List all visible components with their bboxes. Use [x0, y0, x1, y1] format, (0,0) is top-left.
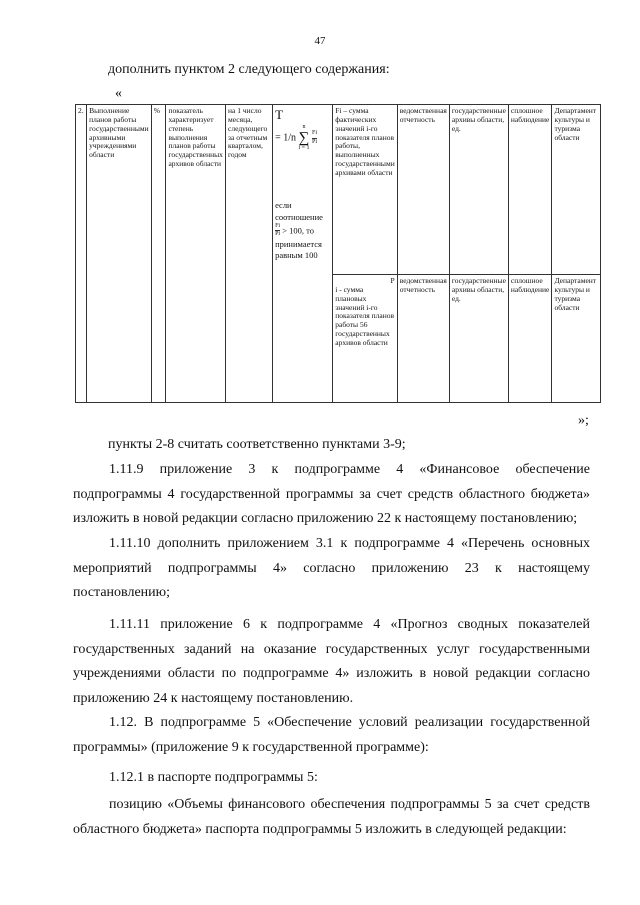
paragraph-1-11-9: 1.11.9 приложение 3 к подпрограмме 4 «Финансовое обеспечение подпрограммы 4 государственной программы за счет средств областного бюджета» изложить в новой редакции согласно приложению 22 к настоящему постановлению; [73, 462, 590, 526]
variable-text: i - сумма плановых значений i-го показателя планов работы 56 государственных архивов области [335, 284, 395, 347]
observation-unit: государственные архивы области, ед. [449, 105, 508, 275]
formula-fraction [312, 130, 317, 147]
paragraph-1-11-11: 1.11.11 приложение 6 к подпрограмме 4 «Прогноз сводных показателей государственных заданий на оказание государственных услуг государственными учреждениями области по подпрограмме 4» изложить в новой редакции согласно приложению 24 к настоящему постановлению. [73, 617, 590, 706]
variable-definition: Fi – сумма фактических значений i-го показателя планов работы, выполненных государственными архивами области [333, 105, 397, 275]
data-source: ведомственная отчетность [397, 105, 449, 275]
indicator-name: Выполнение планов работы государственными архивными учреждениями области [87, 105, 152, 403]
paragraph-renumber: пункты 2-8 считать соответственно пунктами 3-9; [108, 437, 406, 452]
row-number: 2. [76, 105, 87, 403]
reporting-period: на 1 число месяца, следующего за отчетным кварталом, годом [226, 105, 273, 403]
paragraph-1-12: 1.12. В подпрограмме 5 «Обеспечение условий реализации государственной программы» (приложение 9 к государственной программе): [73, 715, 590, 755]
sigma-icon: ∑ [298, 129, 310, 146]
formula-main: = 1/n [275, 132, 296, 144]
sum-lower: i = 1 [298, 144, 310, 151]
formula-head: T [275, 107, 284, 122]
condition-frac-bottom: Pi [275, 231, 281, 238]
sum-upper: n [302, 123, 306, 130]
fraction-top: Fi [312, 130, 317, 139]
collection-method: сплошное наблюдение [508, 105, 552, 275]
formula-cell [273, 105, 333, 403]
fraction-bottom: Pi [312, 138, 318, 145]
condition-fraction [275, 223, 280, 240]
intro-line: дополнить пунктом 2 следующего содержания: [108, 62, 390, 77]
condition-frac-top: Fi [275, 223, 280, 232]
data-source: ведомственная отчетность [397, 275, 449, 403]
observation-unit: государственные архивы области, ед. [449, 275, 508, 403]
sum-limits [298, 124, 309, 153]
responsible-department: Департамент культуры и туризма области [552, 275, 601, 403]
responsible-department: Департамент культуры и туризма области [552, 105, 601, 275]
variable-definition [333, 275, 397, 403]
paragraph-position: позицию «Объемы финансового обеспечения подпрограммы 5 за счет средств областного бюджета» паспорта подпрограммы 5 изложить в следующей редакции: [73, 797, 590, 837]
page-number: 47 [314, 35, 326, 47]
indicator-description: показатель характеризует степень выполнения планов работы государственных архивов области [166, 105, 226, 403]
table-row [76, 105, 601, 275]
open-quote: « [115, 86, 122, 101]
unit: % [151, 105, 166, 403]
collection-method: сплошное наблюдение [508, 275, 552, 403]
indicator-table [75, 104, 601, 403]
paragraph-1-11-10: 1.11.10 дополнить приложением 3.1 к подпрограмме 4 «Перечень основных мероприятий подпрограммы 4» согласно приложению 23 к настоящему постановлению; [73, 536, 590, 600]
condition-pre: если соотношение [275, 200, 323, 222]
variable-head: P [390, 276, 395, 285]
condition-post: > 100, то принимается равным 100 [275, 224, 322, 261]
close-quote: »; [578, 413, 589, 428]
condition [275, 200, 330, 261]
formula-expression [275, 124, 330, 153]
paragraph-1-12-1: 1.12.1 в паспорте подпрограммы 5: [109, 770, 318, 785]
